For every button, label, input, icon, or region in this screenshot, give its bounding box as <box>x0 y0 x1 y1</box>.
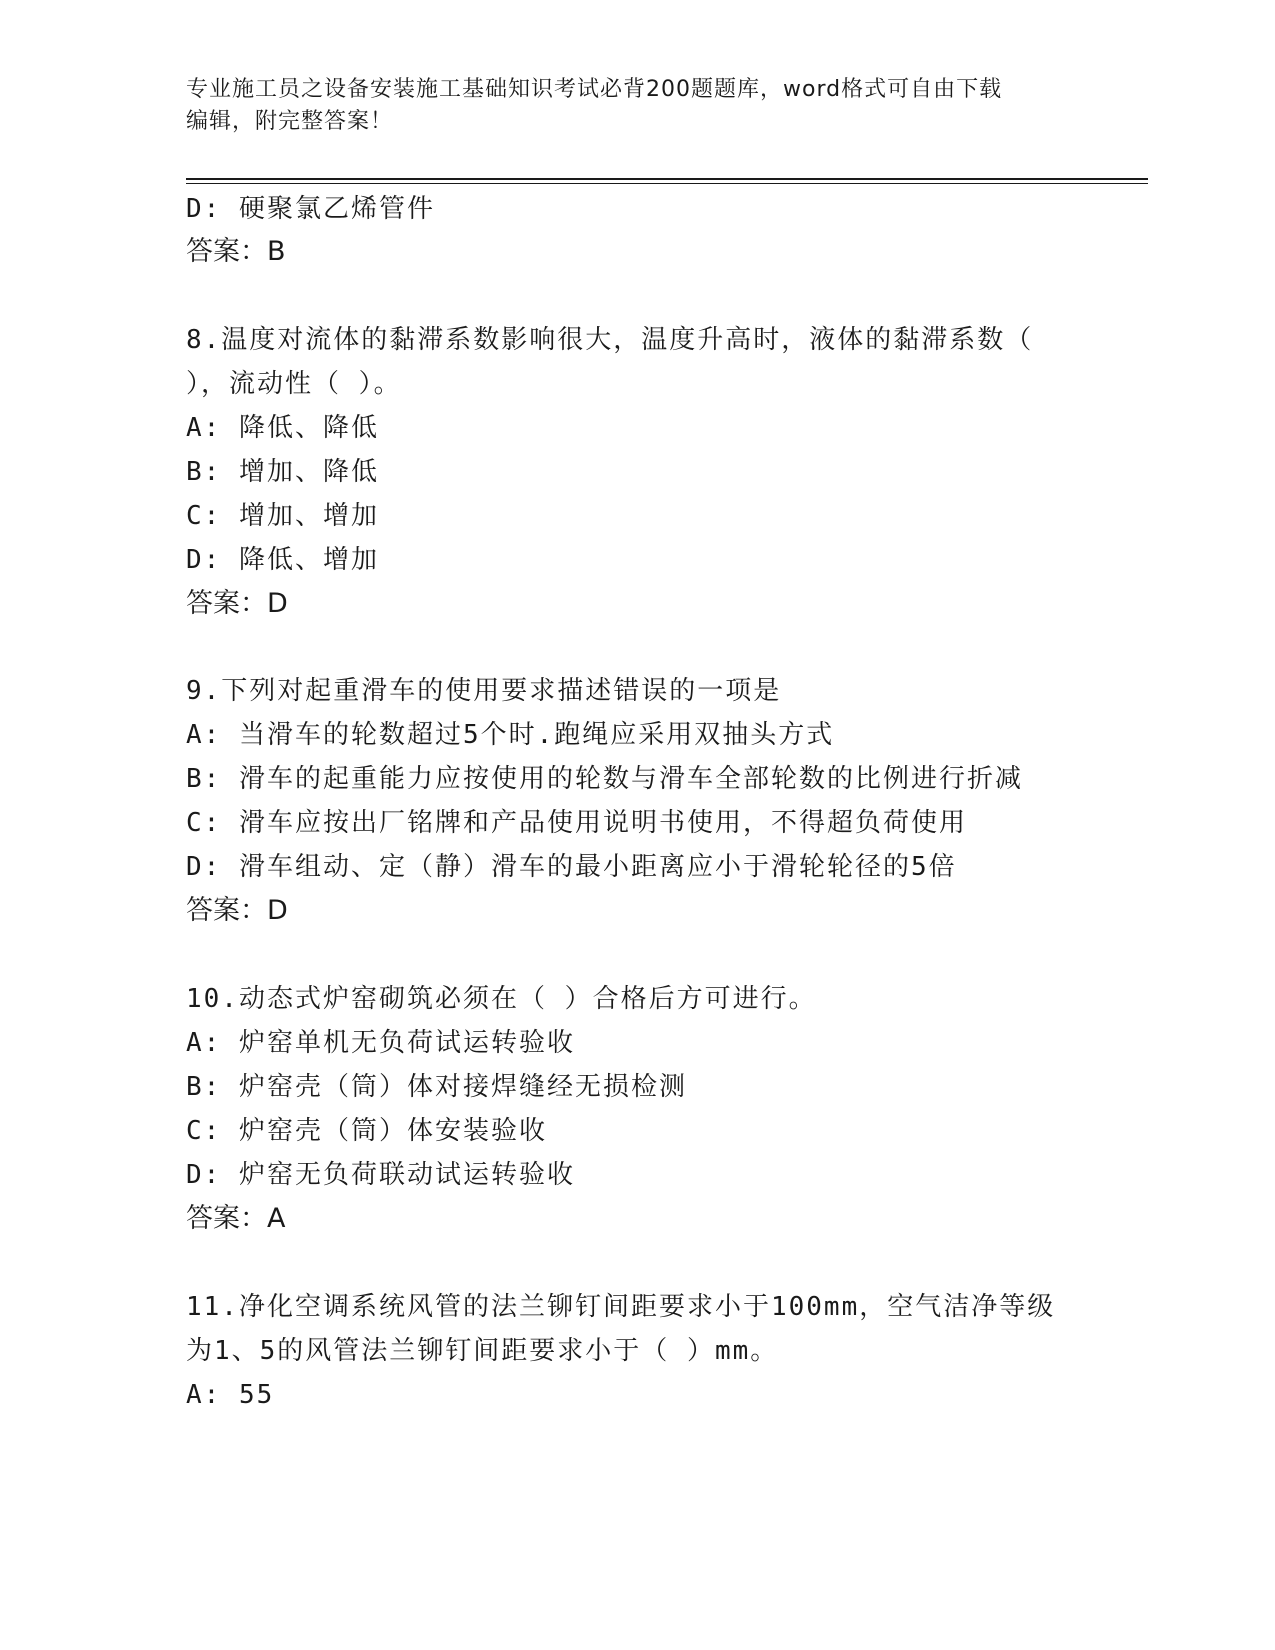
q11-option-a: A: 55 <box>186 1380 275 1410</box>
q9-stem: 9.下列对起重滑车的使用要求描述错误的一项是 <box>186 676 782 706</box>
q8-option-a: A: 降低、降低 <box>186 413 379 443</box>
q9-option-b: B: 滑车的起重能力应按使用的轮数与滑车全部轮数的比例进行折减 <box>186 764 1023 794</box>
q7-option-d: D: 硬聚氯乙烯管件 <box>186 194 435 224</box>
q9-answer: 答案：D <box>186 895 288 926</box>
header-divider-thin <box>186 183 1148 184</box>
q9-option-a: A: 当滑车的轮数超过5个时.跑绳应采用双抽头方式 <box>186 720 835 750</box>
header-divider-thick <box>186 178 1148 180</box>
q10-option-a: A: 炉窑单机无负荷试运转验收 <box>186 1028 575 1058</box>
q7-answer: 答案：B <box>186 236 286 267</box>
q8-option-b: B: 增加、降低 <box>186 457 379 487</box>
q10-answer: 答案：A <box>186 1203 286 1234</box>
q9-option-d: D: 滑车组动、定（静）滑车的最小距离应小于滑轮轮径的5倍 <box>186 852 957 882</box>
header-title-line1: 专业施工员之设备安装施工基础知识考试必背200题题库，word格式可自由下载 <box>186 77 1003 102</box>
q8-stem-line2: ），流动性（ ）。 <box>186 369 402 399</box>
document-header <box>186 74 1066 138</box>
q8-option-c: C: 增加、增加 <box>186 501 379 531</box>
q8-answer: 答案：D <box>186 588 288 619</box>
q8-option-d: D: 降低、增加 <box>186 545 379 575</box>
q9-option-c: C: 滑车应按出厂铭牌和产品使用说明书使用，不得超负荷使用 <box>186 808 967 838</box>
q10-stem: 10.动态式炉窑砌筑必须在（ ）合格后方可进行。 <box>186 984 817 1014</box>
q10-option-c: C: 炉窑壳（筒）体安装验收 <box>186 1116 547 1146</box>
q8-stem-line1: 8.温度对流体的黏滞系数影响很大，温度升高时，液体的黏滞系数（ <box>186 325 1034 355</box>
q10-option-d: D: 炉窑无负荷联动试运转验收 <box>186 1160 575 1190</box>
header-title-line2: 编辑，附完整答案！ <box>186 109 394 134</box>
q10-option-b: B: 炉窑壳（筒）体对接焊缝经无损检测 <box>186 1072 687 1102</box>
q11-stem-line1: 11.净化空调系统风管的法兰铆钉间距要求小于100mm，空气洁净等级 <box>186 1292 1056 1322</box>
q11-stem-line2: 为1、5的风管法兰铆钉间距要求小于（ ）mm。 <box>186 1336 779 1366</box>
